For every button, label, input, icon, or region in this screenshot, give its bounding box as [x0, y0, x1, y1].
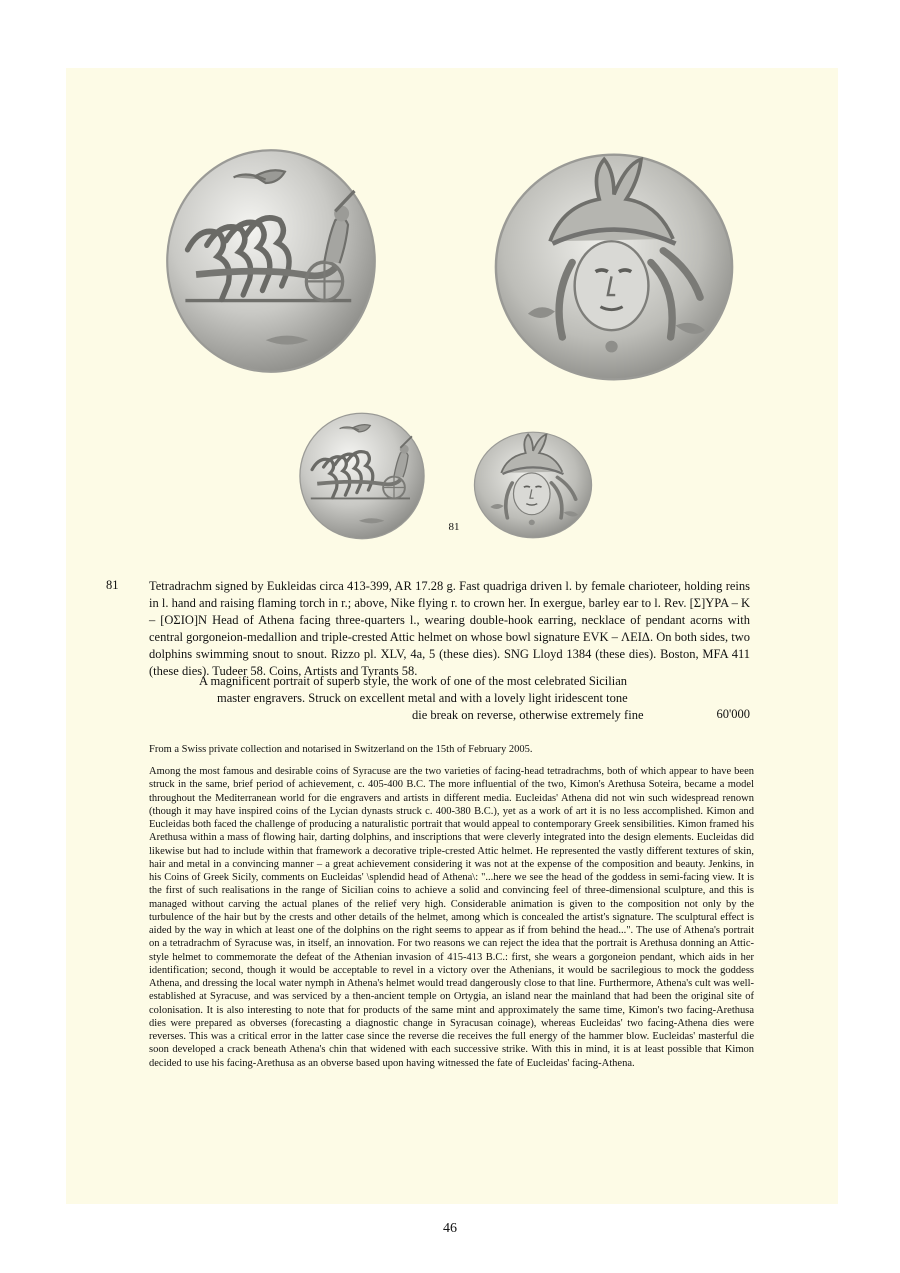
quadriga-chariot-coin-actual-size	[298, 412, 426, 540]
lot-number: 81	[106, 578, 119, 592]
page-number: 46	[443, 1221, 457, 1236]
provenance-note: From a Swiss private collection and notarised in Switzerland on the 15th of February 2005.	[149, 744, 533, 755]
comment-line: master engravers. Struck on excellent metal and with a lovely light iridescent tone	[217, 691, 628, 705]
catalogue-page-panel	[66, 68, 838, 1204]
image-lot-caption: 81	[448, 521, 460, 533]
comment-line: die break on reverse, otherwise extremely fine	[412, 708, 644, 722]
comment-line: A magnificent portrait of superb style, the work of one of the most celebrated Sicilian	[199, 674, 628, 688]
lot-description: Tetradrachm signed by Eukleidas circa 413-399, AR 17.28 g. Fast quadriga driven l. by female charioteer, holding reins in l. hand and raising flaming torch in r.; above, Nike flying r. to crown her. In exergue, barley ear to l. Rev. [Σ]YPA – K – [OΣIO]N Head of Athena facing three-quarters l., wearing double-hook earring, necklace of pendant acorns with central gorgoneion-medallion and triple-crested Attic helmet on whose bowl signature EVK – ΛEIΔ. On both sides, two dolphins swimming snout to snout. Rizzo pl. XLV, 4a, 5 (these dies). SNG Lloyd 1384 (these dies). Boston, MFA 411 (these dies). Tudeer 58. Coins, Artists and Tyrants 58.	[149, 579, 750, 678]
lot-essay: Among the most famous and desirable coins of Syracuse are the two varieties of facing-head tetradrachms, both of which appear to have been struck in the same, brief period of achievement, c. 405-400 B.C. The more influential of the two, Kimon's Arethusa Soteira, became a model throughout the Mediterranean world for die engravers and artists in different media. Eucleidas' Athena did not win such widespread renown (though it may have inspired coins of the Lycian dynasts struck c. 400-380 B.C.), yet as a work of art it is no less accomplished. Kimon and Eucleidas both faced the challenge of producing a naturalistic portrait that would appeal to contemporary Greek sensibilities. Kimon framed his Arethusa within a mass of flowing hair, darting dolphins, and inscriptions that were cleverly integrated into the design elements. Eucleidas did likewise but had to include within that framework a decorative triple-crested Attic helmet. He represented the vastly different textures of skin, hair and metal in a convincing manner – a great achievement considering it was not at the expense of the composition and beauty. Jenkins, in his Coins of Greek Sicily, comments on Eucleidas' \splendid head of Athena\: "...here we see the head of the goddess in semi-facing view. It is the first of such realisations in the range of Sicilian coins to achieve a solid and convincing feel of three-dimensional sculpture, and this is managed without carving the actual planes of the relief very high. Considerable animation is given to the composition not only by the turbulence of the hair but by the crests and other details of the helmet, among which is concealed the artist's signature. The sculptural effect is aided by the way in which at least one of the dolphins on the right seems to appear as if from behind the head...". The use of Athena's portrait on a tetradrachm of Syracuse was, in itself, an innovation. For two reasons we can reject the idea that the portrait is Arethusa donning an Attic-style helmet to commemorate the defeat of the Athenian invasion of 415-413 B.C.: first, she wears a gorgoneion pendant, which aids in her identification; second, though it would be acceptable to revel in a victory over the Athenians, it would be sacrilegious to mock the goddess Athena, and dressing the local water nymph in Athena's helmet would tread dangerously close to that line. Furthermore, Athena's cult was well-established at Syracuse, and was serviced by a then-ancient temple on Ortygia, an island near the mainland that had been the original site of colonisation. It is also interesting to note that for products of the same mint and approximately the same time, Kimon's two facing-Arethusa dies were prepared as obverses (forecasting a diagnostic change in Syracusan coinage), whereas Eucleidas' two facing-Athena dies were reverses. This was a critical error in the latter case since the reverse die receives the full energy of the hammer blow. Eucleidas' masterful die soon developed a crack beneath Athena's chin that widened with each successive strike. With this in mind, it is at least possible that Kimon decided to use his facing-Arethusa as an obverse based upon having witnessed the fate of Eucleidas' facing-Athena.	[149, 766, 754, 1069]
lot-estimate: 60'000	[716, 707, 750, 721]
athena-head-coin-actual-size	[472, 430, 594, 540]
quadriga-chariot-coin	[164, 148, 378, 374]
athena-head-coin	[491, 150, 737, 384]
